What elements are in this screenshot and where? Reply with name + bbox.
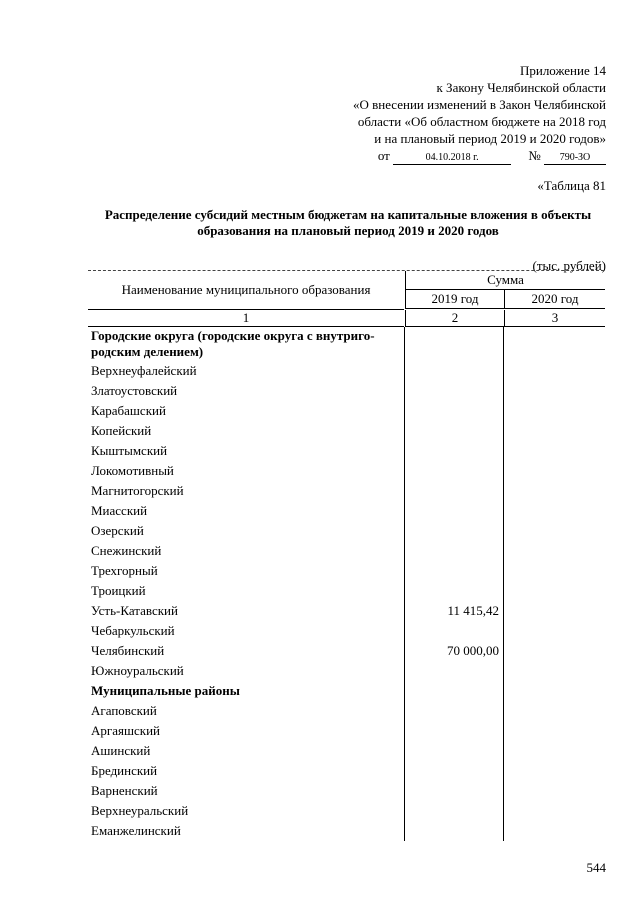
subsidy-table bbox=[88, 270, 604, 841]
page-number: 544 bbox=[586, 860, 606, 875]
value-2019 bbox=[404, 681, 503, 701]
value-2020 bbox=[503, 701, 604, 721]
column-number-3: 3 bbox=[504, 310, 605, 327]
value-2020 bbox=[503, 521, 604, 541]
table-row bbox=[88, 781, 604, 801]
table-row bbox=[88, 601, 604, 621]
value-2020 bbox=[503, 327, 604, 361]
municipality-name: Южноуральский bbox=[91, 663, 184, 678]
municipality-name: Трехгорный bbox=[91, 563, 158, 578]
municipality-name: Троицкий bbox=[91, 583, 146, 598]
municipality-name: Верхнеуральский bbox=[91, 803, 189, 818]
municipality-name: Варненский bbox=[91, 783, 158, 798]
annex-date-line bbox=[286, 147, 606, 165]
annex-line: Приложение 14 bbox=[519, 63, 606, 78]
value-2019 bbox=[404, 701, 503, 721]
municipality-name: Чебаркульский bbox=[91, 623, 175, 638]
value-2020 bbox=[503, 801, 604, 821]
value-2020 bbox=[503, 621, 604, 641]
table-row bbox=[88, 361, 604, 381]
table-row bbox=[88, 761, 604, 781]
value-2019 bbox=[404, 721, 503, 741]
value-2019 bbox=[404, 421, 503, 441]
units-label: (тыс. рублей) bbox=[532, 258, 606, 273]
value-2020 bbox=[503, 761, 604, 781]
municipality-name: Копейский bbox=[91, 423, 152, 438]
value-2020 bbox=[503, 421, 604, 441]
municipality-name: Озерский bbox=[91, 523, 144, 538]
table-row bbox=[88, 561, 604, 581]
column-number-2: 2 bbox=[405, 310, 504, 327]
municipality-name: Муниципальные районы bbox=[91, 683, 240, 698]
date-value: 04.10.2018 г. bbox=[393, 152, 511, 165]
value-2019 bbox=[404, 801, 503, 821]
table-row bbox=[88, 401, 604, 421]
municipality-name: Брединский bbox=[91, 763, 158, 778]
table-group-row bbox=[88, 681, 604, 701]
table-row bbox=[88, 581, 604, 601]
annex-block bbox=[286, 62, 606, 165]
value-2020 bbox=[503, 401, 604, 421]
value-2020 bbox=[503, 561, 604, 581]
municipality-name: Локомотивный bbox=[91, 463, 174, 478]
value-2019 bbox=[404, 621, 503, 641]
value-2020 bbox=[503, 741, 604, 761]
value-2019 bbox=[404, 821, 503, 841]
municipality-name: Агаповский bbox=[91, 703, 157, 718]
document-title: Распределение субсидий местным бюджетам на капитальные вложения в объекты образования на плановый период 2019 и 2020 годов bbox=[104, 207, 592, 238]
value-2020 bbox=[503, 361, 604, 381]
value-2020 bbox=[503, 581, 604, 601]
municipality-name: Миасский bbox=[91, 503, 148, 518]
value-2019 bbox=[404, 461, 503, 481]
value-2020 bbox=[503, 461, 604, 481]
annex-line: к Закону Челябинской области bbox=[436, 80, 606, 95]
table-row bbox=[88, 521, 604, 541]
value-2020 bbox=[503, 721, 604, 741]
column-number-1: 1 bbox=[88, 310, 404, 327]
table-group-row bbox=[88, 327, 604, 361]
table-row bbox=[88, 721, 604, 741]
value-2020 bbox=[503, 821, 604, 841]
value-2019 bbox=[404, 521, 503, 541]
table-row bbox=[88, 421, 604, 441]
value-2019 bbox=[404, 481, 503, 501]
table-header bbox=[88, 270, 604, 327]
table-row bbox=[88, 821, 604, 841]
header-year-2019: 2019 год bbox=[405, 290, 504, 309]
municipality-name: Снежинский bbox=[91, 543, 162, 558]
municipality-name: Ашинский bbox=[91, 743, 151, 758]
annex-line: и на плановый период 2019 и 2020 годов» bbox=[374, 131, 606, 146]
municipality-name: Городские округа (городские округа с внутриго-родским делением) bbox=[91, 328, 375, 359]
municipality-name: Златоустовский bbox=[91, 383, 178, 398]
value-2019 bbox=[404, 741, 503, 761]
table-row bbox=[88, 501, 604, 521]
value-2019 bbox=[404, 327, 503, 361]
municipality-name: Кыштымский bbox=[91, 443, 168, 458]
municipality-name: Челябинский bbox=[91, 643, 165, 658]
table-row bbox=[88, 541, 604, 561]
value-2020 bbox=[503, 641, 604, 661]
value-2020 bbox=[503, 541, 604, 561]
annex-line: области «Об областном бюджете на 2018 год bbox=[357, 114, 606, 129]
table-row bbox=[88, 481, 604, 501]
table-row bbox=[88, 381, 604, 401]
value-2019 bbox=[404, 781, 503, 801]
table-number: «Таблица 81 bbox=[537, 178, 606, 193]
value-2020 bbox=[503, 601, 604, 621]
value-2019: 11 415,42 bbox=[404, 601, 503, 621]
value-2020 bbox=[503, 781, 604, 801]
table-row bbox=[88, 461, 604, 481]
date-prefix: от bbox=[377, 148, 390, 163]
value-2019 bbox=[404, 361, 503, 381]
table-row bbox=[88, 701, 604, 721]
number-prefix: № bbox=[528, 148, 541, 163]
table-row bbox=[88, 441, 604, 461]
value-2020 bbox=[503, 441, 604, 461]
value-2020 bbox=[503, 501, 604, 521]
table-body bbox=[88, 327, 604, 841]
table-row bbox=[88, 741, 604, 761]
value-2019 bbox=[404, 561, 503, 581]
value-2019: 70 000,00 bbox=[404, 641, 503, 661]
header-year-2020: 2020 год bbox=[504, 290, 605, 309]
municipality-name: Карабашский bbox=[91, 403, 166, 418]
table-row bbox=[88, 661, 604, 681]
table-row bbox=[88, 641, 604, 661]
table-row bbox=[88, 621, 604, 641]
value-2020 bbox=[503, 681, 604, 701]
value-2019 bbox=[404, 401, 503, 421]
value-2019 bbox=[404, 501, 503, 521]
municipality-name: Усть-Катавский bbox=[91, 603, 178, 618]
municipality-name: Верхнеуфалейский bbox=[91, 363, 197, 378]
municipality-name: Еманжелинский bbox=[91, 823, 181, 838]
value-2019 bbox=[404, 761, 503, 781]
value-2019 bbox=[404, 661, 503, 681]
municipality-name: Магнитогорский bbox=[91, 483, 184, 498]
value-2019 bbox=[404, 581, 503, 601]
value-2020 bbox=[503, 381, 604, 401]
header-sum: Сумма bbox=[405, 271, 605, 290]
value-2019 bbox=[404, 541, 503, 561]
value-2020 bbox=[503, 481, 604, 501]
value-2019 bbox=[404, 381, 503, 401]
table-row bbox=[88, 801, 604, 821]
value-2020 bbox=[503, 661, 604, 681]
value-2019 bbox=[404, 441, 503, 461]
annex-line: «О внесении изменений в Закон Челябинской bbox=[352, 97, 606, 112]
number-value: 790-ЗО bbox=[544, 152, 606, 165]
municipality-name: Аргаяшский bbox=[91, 723, 160, 738]
header-name: Наименование муниципального образования bbox=[88, 271, 404, 310]
